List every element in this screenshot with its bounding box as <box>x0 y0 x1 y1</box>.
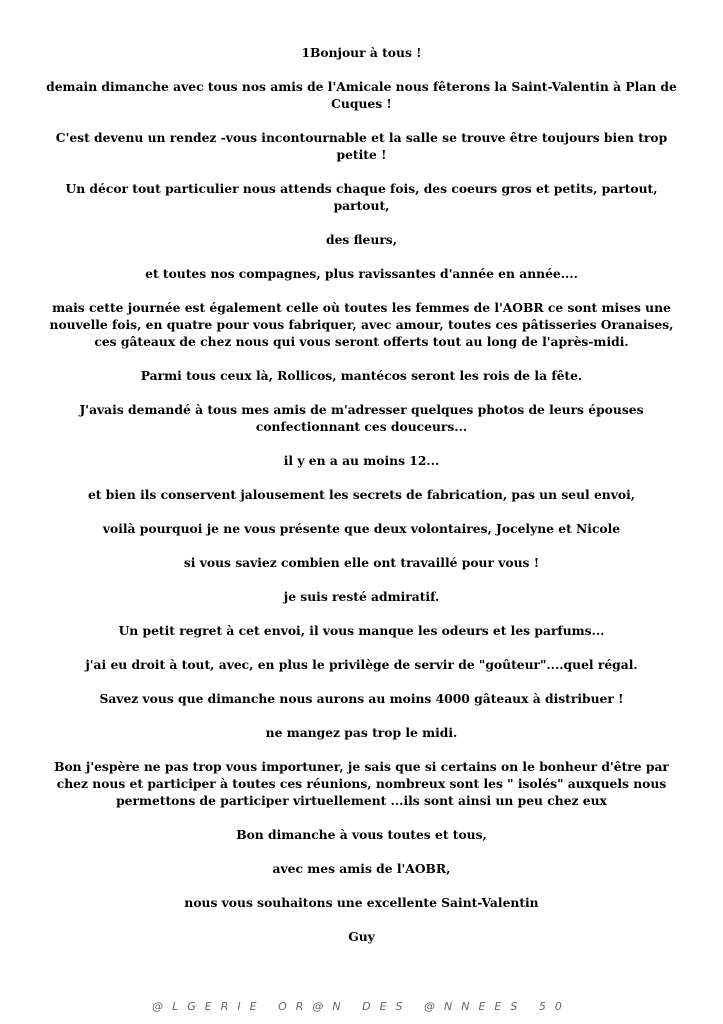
paragraph: J'avais demandé à tous mes amis de m'adresser quelques photos de leurs épouses confectionnant ces douceurs... <box>79 402 644 434</box>
closing-line: nous vous souhaitons une excellente Saint-Valentin <box>184 895 539 910</box>
paragraph: il y en a au moins 12... <box>283 453 440 468</box>
paragraph: C'est devenu un rendez -vous incontournable et la salle se trouve être toujours bien trop petite ! <box>55 130 668 162</box>
paragraph: Un petit regret à cet envoi, il vous manque les odeurs et les parfums... <box>118 623 605 638</box>
paragraph: Savez vous que dimanche nous aurons au moins 4000 gâteaux à distribuer ! <box>99 691 624 706</box>
closing-line: Bon dimanche à vous toutes et tous, <box>236 827 487 842</box>
paragraph: demain dimanche avec tous nos amis de l'Amicale nous fêterons la Saint-Valentin à Plan de Cuques ! <box>46 79 677 111</box>
paragraph: Bon j'espère ne pas trop vous importuner, je sais que si certains on le bonheur d'être par chez nous et participer à toutes ces réunions, nombreux sont les " isolés" auxquels nous permettons de participer virtuellement ...ils sont ainsi un peu chez eux <box>54 759 669 808</box>
paragraph: j'ai eu droit à tout, avec, en plus le privilège de servir de "goûteur"....quel régal. <box>85 657 638 672</box>
paragraph: si vous saviez combien elle ont travaillé pour vous ! <box>183 555 540 570</box>
paragraph: voilà pourquoi je ne vous présente que deux volontaires, Jocelyne et Nicole <box>102 521 621 536</box>
letter-body <box>40 44 683 962</box>
footer-watermark: @LGERIE OR@N DES @NNEES 50 <box>152 1000 571 1013</box>
paragraph: et bien ils conservent jalousement les secrets de fabrication, pas un seul envoi, <box>87 487 636 502</box>
greeting: 1Bonjour à tous ! <box>301 45 422 60</box>
signature: Guy <box>348 929 375 944</box>
paragraph: ne mangez pas trop le midi. <box>265 725 458 740</box>
paragraph: je suis resté admiratif. <box>283 589 440 604</box>
paragraph: Parmi tous ceux là, Rollicos, mantécos seront les rois de la fête. <box>140 368 583 383</box>
closing-line: avec mes amis de l'AOBR, <box>272 861 451 876</box>
paragraph: des fleurs, <box>325 232 397 247</box>
paragraph: mais cette journée est également celle où toutes les femmes de l'AOBR ce sont mises une nouvelle fois, en quatre pour vous fabriquer, avec amour, toutes ces pâtisseries Oranaises, ces gâteaux de chez nous qui vous seront offerts tout au long de l'après-midi. <box>49 300 674 349</box>
paragraph: et toutes nos compagnes, plus ravissantes d'année en année.... <box>145 266 578 281</box>
paragraph: Un décor tout particulier nous attends chaque fois, des coeurs gros et petits, partout, partout, <box>65 181 658 213</box>
